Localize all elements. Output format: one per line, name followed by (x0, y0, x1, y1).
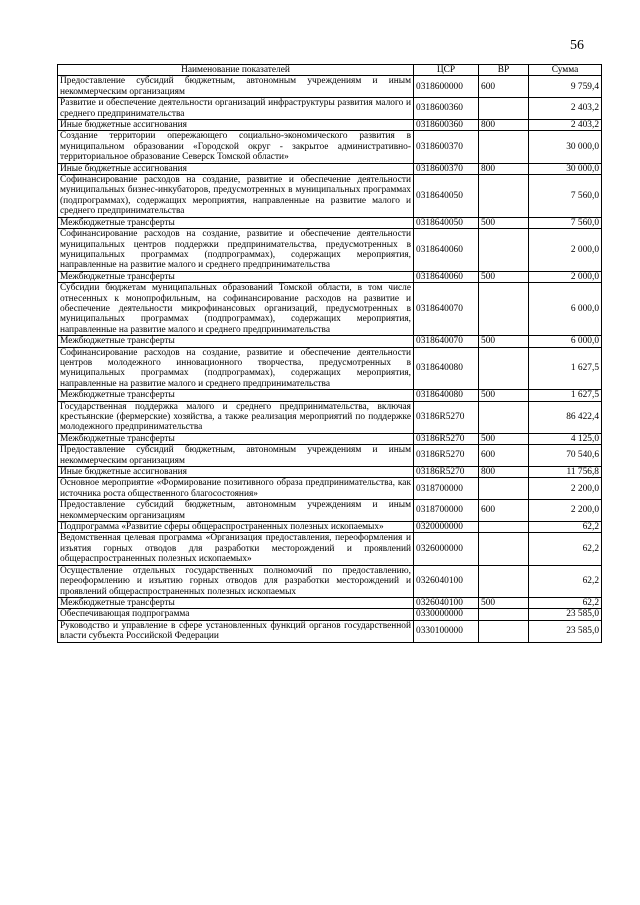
cell-name: Софинансирование расходов на создание, развитие и обеспечение деятельности центров молодежного инновационного творчества, предусмотренных в муниципальных программах (подпрограммах), содержащих мероприятия, направленные на развитие малого и среднего предпринимательства (58, 347, 414, 390)
cell-csr: 0318640050 (414, 175, 479, 218)
cell-sum: 62,2 (529, 597, 602, 608)
cell-vr: 500 (479, 336, 529, 347)
cell-name: Развитие и обеспечение деятельности организаций инфраструктуры развития малого и среднего предпринимательства (58, 98, 414, 120)
cell-name: Иные бюджетные ассигнования (58, 163, 414, 174)
cell-sum: 2 200,0 (529, 478, 602, 500)
table-row (58, 175, 602, 218)
cell-sum: 6 000,0 (529, 336, 602, 347)
table-row (58, 336, 602, 347)
cell-csr: 0318640080 (414, 347, 479, 390)
table-row (58, 271, 602, 282)
cell-csr: 0318640050 (414, 217, 479, 228)
cell-name: Софинансирование расходов на создание, развитие и обеспечение деятельности муниципальных центров поддержки предпринимательства, предусмотренных в муниципальных программах (подпрограммах), содержащих мероприятия, направленные на развитие малого и среднего предпринимательства (58, 229, 414, 272)
cell-sum: 4 125,0 (529, 433, 602, 444)
cell-vr: 800 (479, 467, 529, 478)
cell-sum: 2 200,0 (529, 500, 602, 522)
cell-csr: 0318640070 (414, 336, 479, 347)
cell-csr: 0318640070 (414, 283, 479, 336)
cell-vr (479, 401, 529, 433)
cell-sum: 6 000,0 (529, 283, 602, 336)
cell-sum: 62,2 (529, 533, 602, 565)
cell-sum: 2 000,0 (529, 271, 602, 282)
cell-vr: 600 (479, 500, 529, 522)
cell-vr: 600 (479, 76, 529, 98)
cell-vr (479, 98, 529, 120)
cell-csr: 0318600000 (414, 76, 479, 98)
cell-vr (479, 175, 529, 218)
table-row (58, 347, 602, 390)
table-header-row (58, 65, 602, 76)
cell-vr (479, 565, 529, 597)
cell-vr: 500 (479, 597, 529, 608)
table-row (58, 163, 602, 174)
cell-sum: 2 000,0 (529, 229, 602, 272)
cell-name: Межбюджетные трансферты (58, 217, 414, 228)
cell-name: Предоставление субсидий бюджетным, автономным учреждениям и иным некоммерческим организациям (58, 445, 414, 467)
cell-vr (479, 229, 529, 272)
cell-csr: 03186R5270 (414, 401, 479, 433)
table-row (58, 522, 602, 533)
cell-vr (479, 131, 529, 163)
table-row (58, 597, 602, 608)
cell-vr (479, 620, 529, 642)
cell-vr (479, 522, 529, 533)
cell-sum: 1 627,5 (529, 347, 602, 390)
cell-sum: 86 422,4 (529, 401, 602, 433)
table-row (58, 445, 602, 467)
table-body (58, 76, 602, 642)
cell-name: Государственная поддержка малого и среднего предпринимательства, включая крестьянские (фермерские) хозяйства, а также реализация мероприятий по поддержке молодежного предпринимательства (58, 401, 414, 433)
cell-name: Межбюджетные трансферты (58, 390, 414, 401)
cell-csr: 0330100000 (414, 620, 479, 642)
cell-csr: 0326000000 (414, 533, 479, 565)
cell-name: Создание территории опережающего социально-экономического развития в муниципальном образовании «Городской округ - закрытое административно-территориальное образование Северск Томской области» (58, 131, 414, 163)
cell-sum: 7 560,0 (529, 175, 602, 218)
cell-name: Ведомственная целевая программа «Организация предоставления, переоформления и изъятия горных отводов для разработки месторождений и проявлений общераспространенных полезных ископаемых» (58, 533, 414, 565)
cell-sum: 11 756,8 (529, 467, 602, 478)
page-number: 56 (570, 38, 584, 53)
cell-vr (479, 533, 529, 565)
cell-csr: 0318600370 (414, 163, 479, 174)
cell-vr: 600 (479, 445, 529, 467)
cell-sum: 62,2 (529, 565, 602, 597)
cell-vr (479, 478, 529, 500)
cell-vr: 800 (479, 163, 529, 174)
cell-name: Межбюджетные трансферты (58, 271, 414, 282)
cell-name: Предоставление субсидий бюджетным, автономным учреждениям и иным некоммерческим организациям (58, 500, 414, 522)
table-row (58, 401, 602, 433)
cell-name: Межбюджетные трансферты (58, 336, 414, 347)
cell-name: Софинансирование расходов на создание, развитие и обеспечение деятельности муниципальных бизнес-инкубаторов, предусмотренных в муниципальных программах (подпрограммах), содержащих мероприятия, направленные на развитие малого и среднего предпринимательства (58, 175, 414, 218)
cell-csr: 0318640080 (414, 390, 479, 401)
cell-csr: 0326040100 (414, 565, 479, 597)
cell-vr (479, 283, 529, 336)
cell-csr: 0318600360 (414, 120, 479, 131)
cell-vr (479, 609, 529, 620)
cell-vr (479, 347, 529, 390)
table-row (58, 76, 602, 98)
cell-csr: 0326040100 (414, 597, 479, 608)
cell-csr: 0318600360 (414, 98, 479, 120)
table-row (58, 565, 602, 597)
header-name: Наименование показателей (58, 65, 414, 76)
cell-name: Руководство и управление в сфере установленных функций органов государственной власти субъекта Российской Федерации (58, 620, 414, 642)
cell-csr: 0320000000 (414, 522, 479, 533)
table-row (58, 98, 602, 120)
cell-name: Межбюджетные трансферты (58, 433, 414, 444)
cell-name: Иные бюджетные ассигнования (58, 467, 414, 478)
cell-name: Предоставление субсидий бюджетным, автономным учреждениям и иным некоммерческим организациям (58, 76, 414, 98)
cell-name: Подпрограмма «Развитие сферы общераспространенных полезных ископаемых» (58, 522, 414, 533)
budget-table (57, 64, 602, 643)
cell-csr: 0318600370 (414, 131, 479, 163)
table-row (58, 500, 602, 522)
cell-name: Основное мероприятие «Формирование позитивного образа предпринимательства, как источника роста общественного благосостояния» (58, 478, 414, 500)
table-row (58, 609, 602, 620)
cell-csr: 0330000000 (414, 609, 479, 620)
cell-name: Обеспечивающая подпрограмма (58, 609, 414, 620)
cell-vr: 500 (479, 271, 529, 282)
table-row (58, 390, 602, 401)
cell-sum: 70 540,6 (529, 445, 602, 467)
cell-csr: 03186R5270 (414, 467, 479, 478)
cell-sum: 1 627,5 (529, 390, 602, 401)
cell-sum: 2 403,2 (529, 120, 602, 131)
cell-csr: 03186R5270 (414, 445, 479, 467)
cell-vr: 500 (479, 390, 529, 401)
header-csr: ЦСР (414, 65, 479, 76)
cell-sum: 23 585,0 (529, 609, 602, 620)
table-row (58, 131, 602, 163)
cell-sum: 2 403,2 (529, 98, 602, 120)
table-row (58, 533, 602, 565)
cell-sum: 9 759,4 (529, 76, 602, 98)
cell-csr: 0318640060 (414, 271, 479, 282)
header-vr: ВР (479, 65, 529, 76)
cell-vr: 500 (479, 433, 529, 444)
header-sum: Сумма (529, 65, 602, 76)
cell-vr: 800 (479, 120, 529, 131)
cell-csr: 03186R5270 (414, 433, 479, 444)
table-row (58, 120, 602, 131)
cell-csr: 0318700000 (414, 500, 479, 522)
table-row (58, 467, 602, 478)
cell-sum: 7 560,0 (529, 217, 602, 228)
cell-name: Иные бюджетные ассигнования (58, 120, 414, 131)
table-row (58, 620, 602, 642)
cell-sum: 62,2 (529, 522, 602, 533)
table-row (58, 478, 602, 500)
cell-csr: 0318700000 (414, 478, 479, 500)
cell-sum: 30 000,0 (529, 131, 602, 163)
cell-vr: 500 (479, 217, 529, 228)
cell-sum: 30 000,0 (529, 163, 602, 174)
cell-csr: 0318640060 (414, 229, 479, 272)
cell-name: Осуществление отдельных государственных полномочий по предоставлению, переоформлению и изъятию горных отводов для разработки месторождений и проявлений общераспространенных полезных ископаемых (58, 565, 414, 597)
cell-sum: 23 585,0 (529, 620, 602, 642)
table-row (58, 229, 602, 272)
table-row (58, 433, 602, 444)
cell-name: Субсидии бюджетам муниципальных образований Томской области, в том числе отнесенных к монопрофильным, на софинансирование расходов на развитие и обеспечение деятельности микрофинансовых организаций, предусмотренных в муниципальных программах (подпрограммах), содержащих мероприятия, направленные на развитие малого и среднего предпринимательства (58, 283, 414, 336)
table-row (58, 217, 602, 228)
table-row (58, 283, 602, 336)
cell-name: Межбюджетные трансферты (58, 597, 414, 608)
